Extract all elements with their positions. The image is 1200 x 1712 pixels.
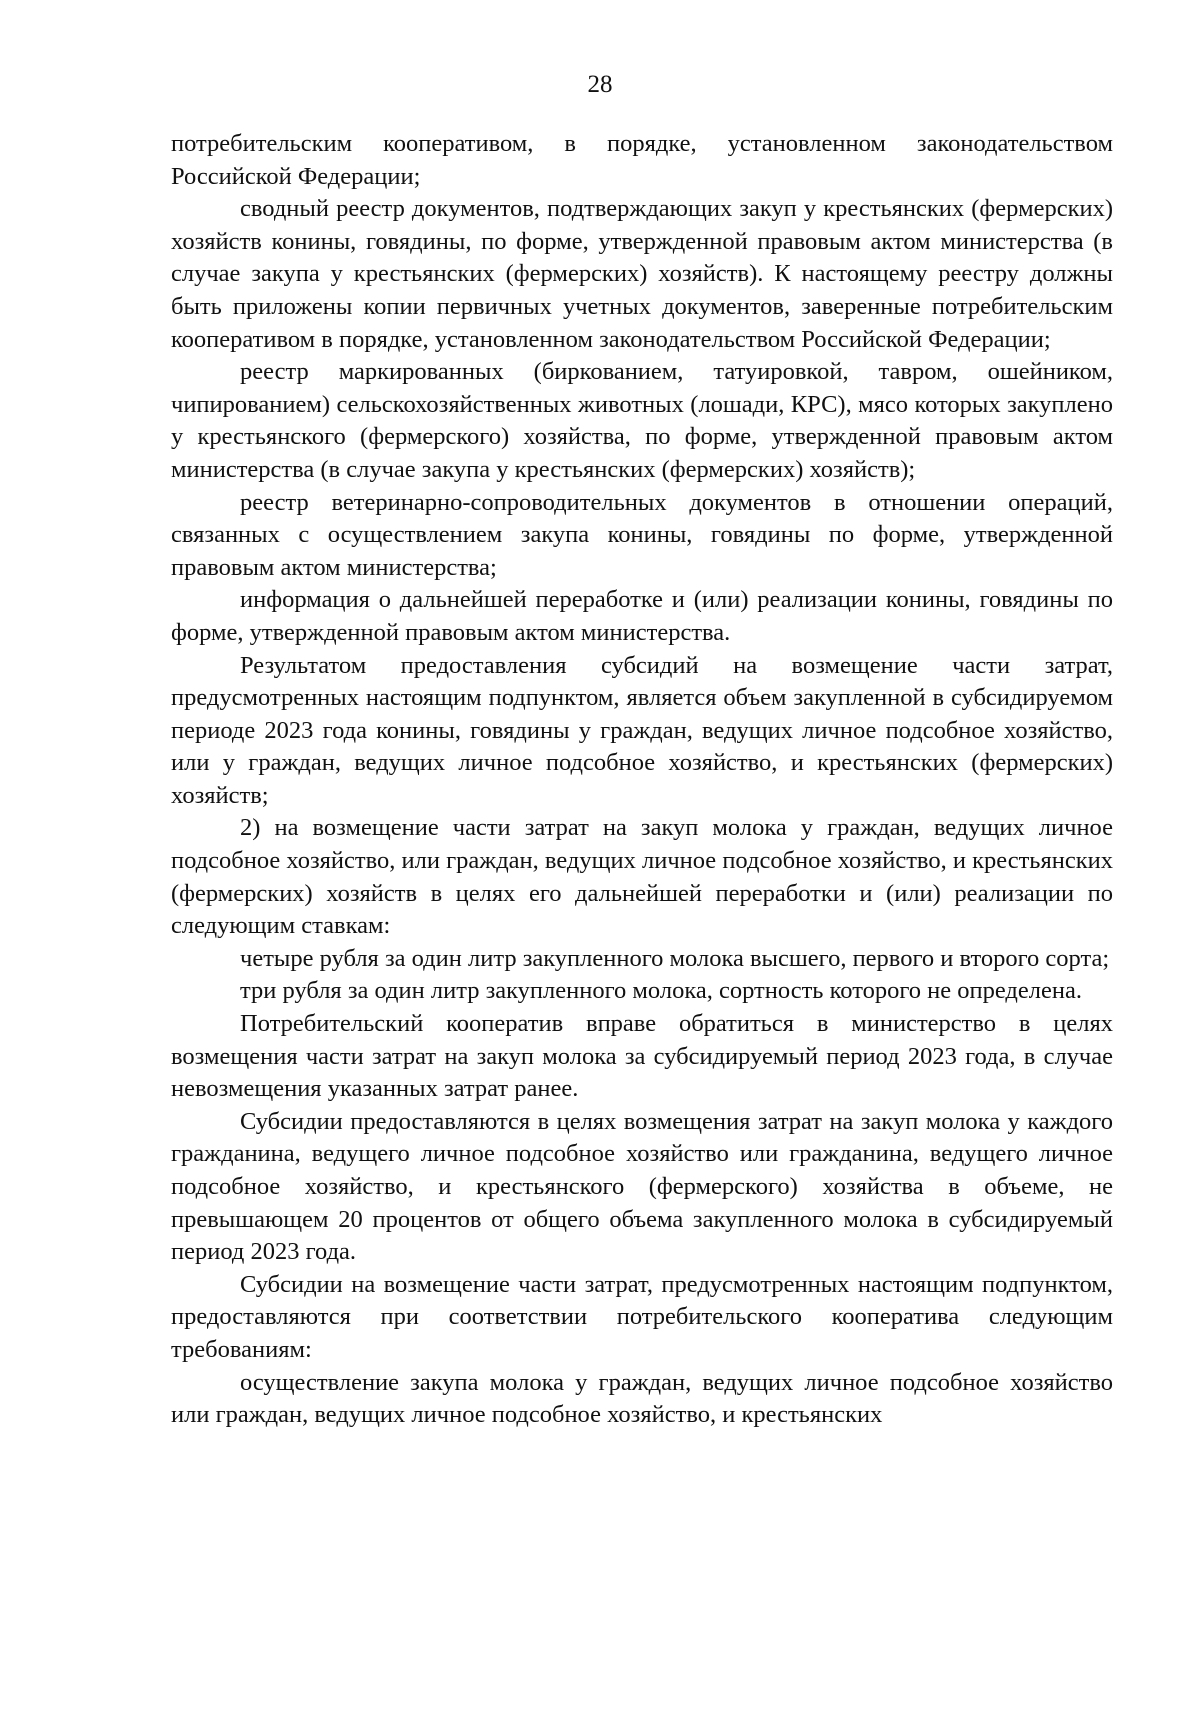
paragraph-consolidated-register: сводный реестр документов, подтверждающих закуп у крестьянских (фермерских) хозяйств конины, говядины, по форме, утвержденной правовым актом министерства (в случае закупа у крестьянских (фермерских) хозяйств). К настоящему реестру должны быть приложены копии первичных учетных документов, заверенные потребительским кооперативом в порядке, установленном законодательством Российской Федерации; [171,195,1113,353]
paragraph-cooperative-right: Потребительский кооператив вправе обратиться в министерство в целях возмещения части затрат на закуп молока за субсидируемый период 2023 года, в случае невозмещения указанных затрат ранее. [171,1010,1113,1103]
document-body [171,128,1113,1432]
page-number: 28 [587,71,613,98]
paragraph-rate-three-rubles: три рубля за один литр закупленного молока, сортность которого не определена. [240,977,1082,1005]
paragraph-marked-animals-register: реестр маркированных (биркованием, татуировкой, тавром, ошейником, чипированием) сельскохозяйственных животных (лошади, КРС), мясо которых закуплено у крестьянского (фермерского) хозяйства, по форме, утвержденной правовым актом министерства (в случае закупа у крестьянских (фермерских) хозяйств); [171,358,1113,483]
paragraph-milk-purchase-item: 2) на возмещение части затрат на закуп молока у граждан, ведущих личное подсобное хозяйство, или граждан, ведущих личное подсобное хозяйство, и крестьянских (фермерских) хозяйств в целях его дальнейшей переработки и (или) реализации по следующим ставкам: [171,814,1113,940]
paragraph-requirement-milk-purchase: осуществление закупа молока у граждан, ведущих личное подсобное хозяйство или граждан, ведущих личное подсобное хозяйство, и крестьянских [171,1368,1113,1429]
paragraph-veterinary-documents-register: реестр ветеринарно-сопроводительных документов в отношении операций, связанных с осуществлением закупа конины, говядины по форме, утвержденной правовым актом министерства; [171,488,1113,581]
paragraph-processing-information: информация о дальнейшей переработке и (или) реализации конины, говядины по форме, утвержденной правовым актом министерства. [171,586,1113,646]
paragraph-rate-four-rubles: четыре рубля за один литр закупленного молока высшего, первого и второго сорта; [240,944,1110,972]
paragraph-volume-limit: Субсидии предоставляются в целях возмещения затрат на закуп молока у каждого гражданина, ведущего личное подсобное хозяйство или гражданина, ведущего личное подсобное хозяйство, и крестьянского (фермерского) хозяйства в объеме, не превышающем 20 процентов от общего объема закупленного молока в субсидируемый период 2023 года. [171,1107,1113,1266]
paragraph-subsidy-result: Результатом предоставления субсидий на возмещение части затрат, предусмотренных настоящим подпунктом, является объем закупленной в субсидируемом периоде 2023 года конины, говядины у граждан, ведущих личное подсобное хозяйство, или у граждан, ведущих личное подсобное хозяйство, и крестьянских (фермерских) хозяйств; [171,651,1113,809]
paragraph-continuation: потребительским кооперативом, в порядке, установленном законодательством Российской Федерации; [171,130,1113,190]
paragraph-requirements-intro: Субсидии на возмещение части затрат, предусмотренных настоящим подпунктом, предоставляются при соответствии потребительского кооператива следующим требованиям: [171,1270,1113,1363]
